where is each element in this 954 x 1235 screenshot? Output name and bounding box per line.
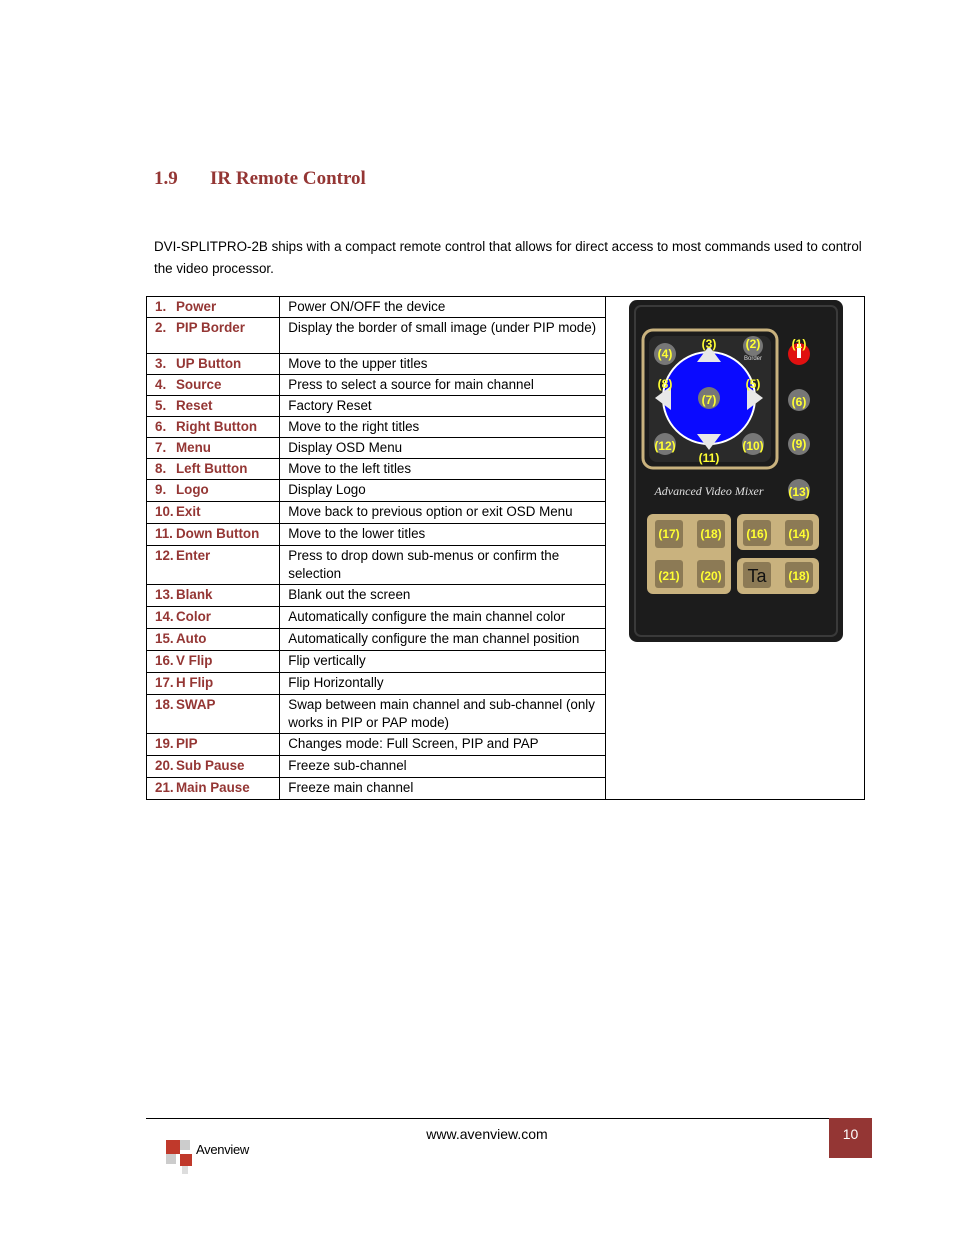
command-description: Move to the left titles bbox=[280, 459, 606, 480]
command-number: 13. bbox=[155, 587, 174, 602]
label-b13: (13) bbox=[788, 485, 810, 499]
command-description: Move to the upper titles bbox=[280, 354, 606, 375]
label-b1: (1) bbox=[791, 337, 807, 351]
command-name: Down Button bbox=[176, 526, 260, 541]
command-name-cell bbox=[147, 375, 280, 396]
command-name-cell bbox=[147, 480, 280, 502]
command-description: Blank out the screen bbox=[280, 585, 606, 607]
command-number: 10. bbox=[155, 504, 174, 519]
command-number: 20. bbox=[155, 758, 174, 773]
command-name-cell bbox=[147, 695, 280, 734]
command-name: SWAP bbox=[176, 697, 216, 712]
command-description: Swap between main channel and sub-channel (only works in PIP or PAP mode) bbox=[280, 695, 606, 734]
command-name-cell bbox=[147, 396, 280, 417]
command-number: 5. bbox=[155, 398, 167, 413]
command-description: Freeze sub-channel bbox=[280, 756, 606, 778]
command-name: Left Button bbox=[176, 461, 248, 476]
command-name-cell bbox=[147, 673, 280, 695]
label-b18b: (18) bbox=[788, 569, 810, 583]
command-description: Automatically configure the man channel position bbox=[280, 629, 606, 651]
command-number: 3. bbox=[155, 356, 167, 371]
command-number: 17. bbox=[155, 675, 174, 690]
command-name-cell bbox=[147, 607, 280, 629]
command-description: Move to the lower titles bbox=[280, 524, 606, 546]
command-number: 11. bbox=[155, 526, 173, 541]
command-name-cell bbox=[147, 756, 280, 778]
section-number: 1.9 bbox=[154, 168, 178, 189]
command-name: Right Button bbox=[176, 419, 258, 434]
command-name-cell bbox=[147, 502, 280, 524]
label-b2: (2) bbox=[745, 337, 761, 351]
label-b21: (21) bbox=[658, 569, 680, 583]
command-number: 7. bbox=[155, 440, 167, 455]
command-name: Power bbox=[176, 299, 217, 314]
command-name-cell bbox=[147, 524, 280, 546]
command-number: 16. bbox=[155, 653, 174, 668]
command-name-cell bbox=[147, 585, 280, 607]
label-b10: (10) bbox=[742, 439, 764, 453]
footer-divider bbox=[146, 1118, 872, 1119]
command-description: Automatically configure the main channel color bbox=[280, 607, 606, 629]
command-name: Source bbox=[176, 377, 222, 392]
command-name: Color bbox=[176, 609, 211, 624]
command-name-cell bbox=[147, 459, 280, 480]
label-b8: (8) bbox=[657, 377, 673, 391]
command-number: 9. bbox=[155, 482, 167, 497]
command-name-cell bbox=[147, 417, 280, 438]
command-description: Display Logo bbox=[280, 480, 606, 502]
command-name: UP Button bbox=[176, 356, 242, 371]
command-number: 6. bbox=[155, 419, 167, 434]
command-name-cell bbox=[147, 629, 280, 651]
footer-url: www.avenview.com bbox=[426, 1126, 548, 1142]
command-description: Factory Reset bbox=[280, 396, 606, 417]
brand-text: Advanced Video Mixer bbox=[654, 484, 764, 498]
page-number: 10 bbox=[829, 1118, 872, 1158]
label-b18a: (18) bbox=[700, 527, 722, 541]
command-number: 8. bbox=[155, 461, 167, 476]
command-description: Display the border of small image (under PIP mode) bbox=[280, 318, 606, 354]
command-name: Sub Pause bbox=[176, 758, 245, 773]
label-b14: (14) bbox=[788, 527, 810, 541]
label-b7: (7) bbox=[701, 393, 717, 407]
command-name: Logo bbox=[176, 482, 209, 497]
intro-paragraph: DVI-SPLITPRO-2B ships with a compact remote control that allows for direct access to most commands used to control the video processor. bbox=[154, 239, 862, 276]
command-description: Display OSD Menu bbox=[280, 438, 606, 459]
remote-control-image bbox=[625, 298, 845, 646]
command-name: PIP bbox=[176, 736, 198, 751]
command-name: Auto bbox=[176, 631, 207, 646]
logo-text: Avenview bbox=[196, 1142, 250, 1157]
label-b4: (4) bbox=[657, 347, 673, 361]
command-name-cell bbox=[147, 318, 280, 354]
command-name: Exit bbox=[176, 504, 201, 519]
command-number: 12. bbox=[155, 548, 174, 563]
command-description: Flip Horizontally bbox=[280, 673, 606, 695]
command-name-cell bbox=[147, 354, 280, 375]
command-number: 15. bbox=[155, 631, 174, 646]
command-description: Press to select a source for main channel bbox=[280, 375, 606, 396]
label-b9: (9) bbox=[791, 437, 807, 451]
command-number: 14. bbox=[155, 609, 174, 624]
command-name-cell bbox=[147, 297, 280, 318]
command-description: Move to the right titles bbox=[280, 417, 606, 438]
label-b17: (17) bbox=[658, 527, 680, 541]
command-name-cell bbox=[147, 778, 280, 800]
ta-label: Ta bbox=[747, 566, 767, 586]
command-number: 18. bbox=[155, 697, 174, 712]
command-name: H Flip bbox=[176, 675, 214, 690]
command-name: PIP Border bbox=[176, 320, 245, 335]
command-name: Menu bbox=[176, 440, 211, 455]
command-name-cell bbox=[147, 546, 280, 585]
table-row bbox=[147, 297, 865, 318]
command-number: 19. bbox=[155, 736, 174, 751]
label-b3: (3) bbox=[701, 337, 717, 351]
label-b12: (12) bbox=[654, 439, 676, 453]
border-label: Border bbox=[744, 356, 763, 362]
command-description: Changes mode: Full Screen, PIP and PAP bbox=[280, 734, 606, 756]
command-description: Flip vertically bbox=[280, 651, 606, 673]
label-b16: (16) bbox=[746, 527, 768, 541]
section-title: IR Remote Control bbox=[210, 168, 366, 189]
command-name: V Flip bbox=[176, 653, 213, 668]
label-b11: (11) bbox=[698, 451, 720, 465]
command-description: Power ON/OFF the device bbox=[280, 297, 606, 318]
remote-command-table bbox=[146, 296, 865, 800]
command-name: Blank bbox=[176, 587, 213, 602]
section-heading bbox=[154, 168, 366, 190]
command-number: 1. bbox=[155, 299, 167, 314]
remote-image-cell bbox=[606, 297, 865, 800]
label-b6: (6) bbox=[791, 395, 807, 409]
command-number: 21. bbox=[155, 780, 174, 795]
command-number: 2. bbox=[155, 320, 167, 335]
command-description: Freeze main channel bbox=[280, 778, 606, 800]
command-name-cell bbox=[147, 438, 280, 459]
command-name-cell bbox=[147, 734, 280, 756]
command-name: Reset bbox=[176, 398, 213, 413]
label-b5: (5) bbox=[745, 377, 761, 391]
command-name-cell bbox=[147, 651, 280, 673]
command-number: 4. bbox=[155, 377, 167, 392]
command-name: Enter bbox=[176, 548, 211, 563]
command-description: Press to drop down sub-menus or confirm the selection bbox=[280, 546, 606, 585]
command-name: Main Pause bbox=[176, 780, 250, 795]
label-b20: (20) bbox=[700, 569, 722, 583]
command-description: Move back to previous option or exit OSD Menu bbox=[280, 502, 606, 524]
